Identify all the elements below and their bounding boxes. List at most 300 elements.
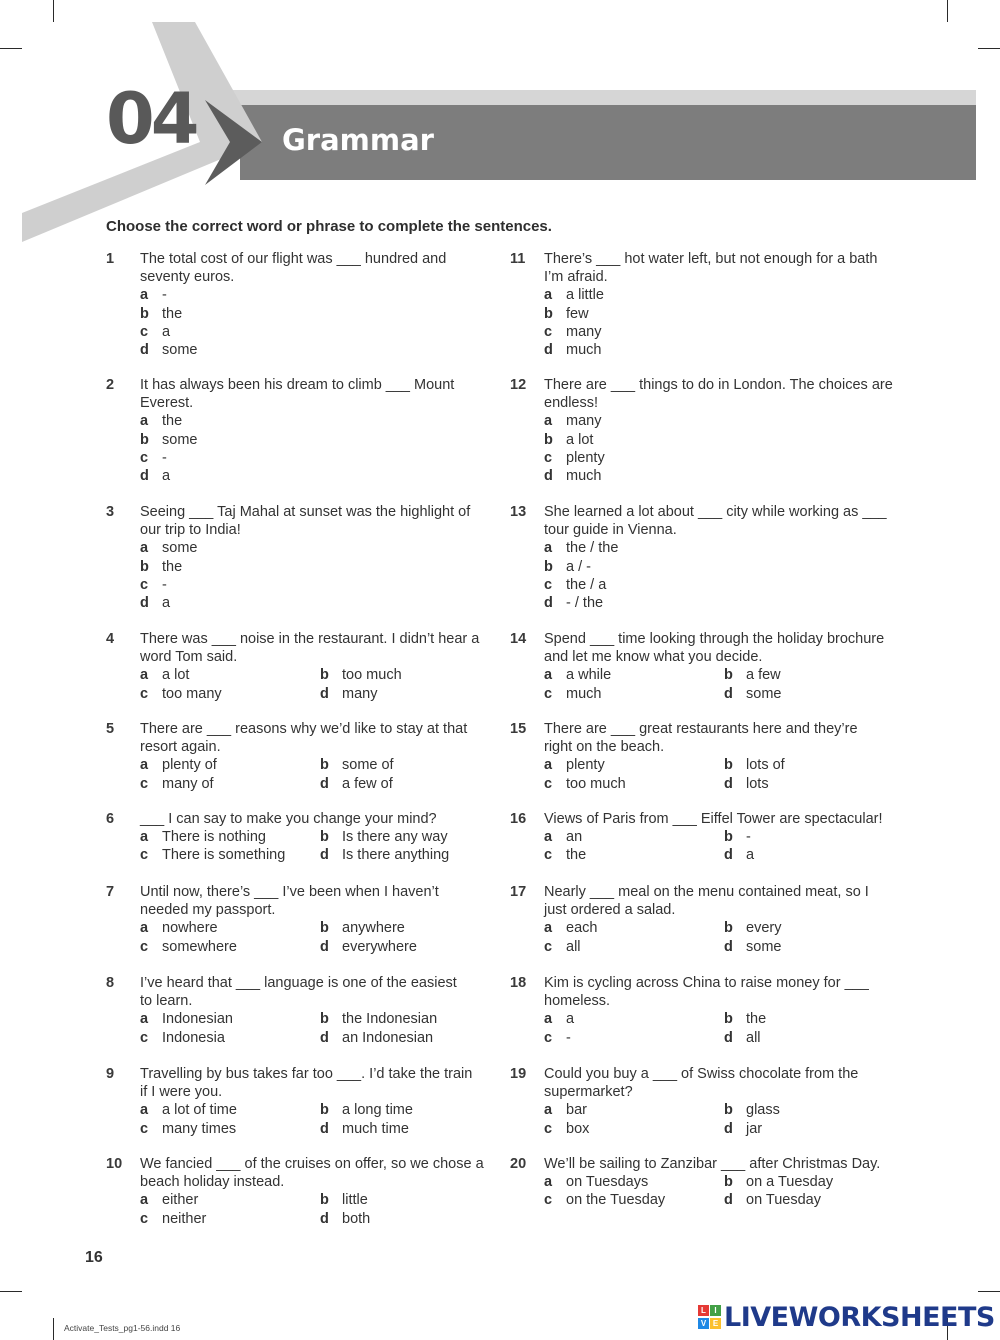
option-letter: b [724, 757, 733, 774]
option-letter: a [140, 829, 149, 846]
answer-option[interactable] [320, 756, 394, 774]
answer-option[interactable] [320, 828, 448, 846]
question-body [140, 376, 492, 485]
option-letter: a [140, 1011, 149, 1028]
question-text [544, 630, 896, 666]
question-number: 20 [510, 1156, 527, 1172]
option-row [140, 938, 492, 956]
question-item [106, 810, 492, 865]
option-letter: b [140, 305, 149, 322]
option-letter: c [544, 938, 553, 955]
answer-option[interactable] [320, 666, 402, 684]
question-line: right on the beach. [544, 739, 665, 756]
option-letter: d [320, 847, 329, 864]
answer-option[interactable] [544, 846, 586, 864]
option-text: an Indonesian [342, 1029, 434, 1046]
option-text: either [162, 1192, 199, 1209]
option-text: the / a [566, 576, 607, 593]
answer-option[interactable] [140, 756, 217, 774]
option-text: - / the [566, 594, 604, 611]
question-line: Until now, there’s ___ I’ve been when I haven’t [140, 884, 439, 900]
question-body [140, 883, 492, 956]
question-number: 2 [106, 377, 115, 393]
option-text: a [746, 847, 755, 864]
option-letter: b [140, 558, 149, 575]
question-line: Views of Paris from ___ Eiffel Tower are spectacular! [544, 811, 883, 827]
option-text: lots [746, 775, 769, 792]
option-text: little [342, 1192, 368, 1209]
question-number: 7 [106, 884, 115, 900]
answer-option[interactable] [140, 467, 492, 485]
instructions: Choose the correct word or phrase to complete the sentences. [106, 218, 552, 235]
option-text: anywhere [342, 920, 405, 937]
option-text: much [566, 685, 602, 702]
option-letter: a [544, 1102, 553, 1119]
option-letter: c [544, 449, 553, 466]
question-body [140, 720, 492, 793]
question-item [510, 250, 896, 359]
answer-option[interactable] [544, 1010, 574, 1028]
answer-option[interactable] [544, 1173, 648, 1191]
question-text [544, 883, 896, 919]
question-item [510, 883, 896, 956]
answer-option[interactable] [544, 305, 896, 323]
question-line: word Tom said. [140, 649, 238, 666]
option-text: on Tuesdays [566, 1174, 649, 1191]
answer-option[interactable] [544, 558, 896, 576]
option-text: on Tuesday [746, 1192, 821, 1209]
option-text: a little [566, 287, 604, 304]
question-item [510, 1065, 896, 1138]
answer-option[interactable] [320, 938, 417, 956]
answer-option[interactable] [140, 1191, 198, 1209]
option-text: Indonesian [162, 1011, 233, 1028]
answer-option[interactable] [140, 685, 222, 703]
option-text: many [566, 323, 602, 340]
answer-option[interactable] [140, 305, 492, 323]
question-text [140, 376, 492, 412]
answer-option[interactable] [544, 286, 896, 304]
question-text [544, 376, 896, 412]
answer-option[interactable] [724, 1173, 833, 1191]
answer-option[interactable] [140, 286, 492, 304]
question-item [106, 1065, 492, 1138]
option-text: much [566, 467, 602, 484]
question-item [510, 720, 896, 793]
crop-mark [978, 1291, 1000, 1292]
option-text: the Indonesian [342, 1011, 438, 1028]
question-line: resort again. [140, 739, 221, 756]
file-info: Activate_Tests_pg1-56.indd 16 [64, 1323, 181, 1333]
option-letter: c [140, 323, 149, 340]
option-row [140, 1210, 492, 1228]
crop-mark [53, 1318, 54, 1340]
option-text: an [566, 829, 583, 846]
option-row [544, 1029, 896, 1047]
option-letter: a [140, 667, 149, 684]
answer-option[interactable] [544, 1029, 571, 1047]
option-text: too much [342, 667, 402, 684]
option-text: a lot of time [162, 1102, 237, 1119]
answer-option[interactable] [724, 666, 781, 684]
answer-option[interactable] [544, 449, 896, 467]
question-item [106, 883, 492, 956]
option-letter: d [724, 1192, 733, 1209]
question-item [510, 810, 896, 865]
option-letter: b [724, 1011, 733, 1028]
answer-option[interactable] [140, 1101, 237, 1119]
option-text: a [162, 594, 171, 611]
option-letter: a [544, 667, 553, 684]
answer-option[interactable] [140, 775, 214, 793]
question-body [544, 974, 896, 1047]
option-letter: a [544, 287, 553, 304]
option-letter: d [320, 1029, 329, 1046]
question-text [140, 974, 492, 1010]
option-letter: a [140, 1102, 149, 1119]
option-text: many [566, 413, 602, 430]
option-letter: d [320, 685, 329, 702]
option-letter: c [544, 1192, 553, 1209]
answer-option[interactable] [140, 594, 492, 612]
answer-option[interactable] [140, 919, 218, 937]
question-text [140, 503, 492, 539]
option-letter: a [544, 413, 553, 430]
question-line: beach holiday instead. [140, 1174, 285, 1191]
option-text: plenty [566, 757, 605, 774]
answer-option[interactable] [544, 467, 896, 485]
question-line: She learned a lot about ___ city while working as ___ [544, 504, 887, 520]
option-letter: c [544, 323, 553, 340]
option-letter: d [544, 341, 553, 358]
answer-option[interactable] [140, 666, 189, 684]
question-body [544, 883, 896, 956]
option-text: the [566, 847, 587, 864]
option-letter: d [140, 341, 149, 358]
answer-option[interactable] [320, 1101, 413, 1119]
question-text [544, 974, 896, 1010]
option-text: all [746, 1029, 761, 1046]
answer-option[interactable] [140, 1010, 233, 1028]
question-body [140, 250, 492, 359]
answer-option[interactable] [320, 685, 377, 703]
answer-option[interactable] [544, 539, 896, 557]
answer-option[interactable] [140, 412, 492, 430]
answer-option[interactable] [724, 685, 781, 703]
question-body [544, 250, 896, 359]
answer-option[interactable] [544, 938, 581, 956]
answer-option[interactable] [544, 431, 896, 449]
question-item [106, 630, 492, 703]
option-text: the / the [566, 540, 619, 557]
option-row [544, 666, 896, 684]
answer-option[interactable] [320, 1210, 370, 1228]
page-number: 16 [85, 1249, 103, 1266]
question-line: The total cost of our flight was ___ hundred and [140, 251, 447, 267]
option-letter: a [544, 829, 553, 846]
brand-letter: E [710, 1318, 721, 1329]
question-line: Kim is cycling across China to raise money for ___ [544, 975, 869, 991]
question-text [140, 810, 492, 828]
option-text: much time [342, 1120, 409, 1137]
option-text: each [566, 920, 598, 937]
question-body [140, 974, 492, 1047]
option-letter: c [140, 449, 149, 466]
question-line: We’ll be sailing to Zanzibar ___ after Christmas Day. [544, 1156, 881, 1172]
option-text: somewhere [162, 938, 237, 955]
option-text: bar [566, 1102, 587, 1119]
answer-option[interactable] [320, 1120, 409, 1138]
option-letter: c [544, 576, 553, 593]
answer-option[interactable] [544, 1120, 589, 1138]
option-text: the [746, 1011, 767, 1028]
option-text: much [566, 341, 602, 358]
answer-option[interactable] [140, 323, 492, 341]
option-letter: d [544, 594, 553, 611]
answer-option[interactable] [140, 1210, 206, 1228]
answer-option[interactable] [724, 1101, 780, 1119]
question-number: 1 [106, 251, 115, 267]
option-row [544, 846, 896, 864]
question-body [544, 376, 896, 485]
answer-option[interactable] [140, 828, 266, 846]
answer-option[interactable] [140, 576, 492, 594]
question-number: 9 [106, 1066, 115, 1082]
question-line: ___ I can say to make you change your mind? [140, 811, 437, 827]
option-text: Is there anything [342, 847, 450, 864]
question-line: Everest. [140, 395, 194, 412]
answer-option[interactable] [724, 1120, 762, 1138]
option-letter: b [724, 1102, 733, 1119]
page-title: Grammar [282, 123, 434, 157]
option-text: all [566, 938, 581, 955]
question-line: just ordered a salad. [544, 902, 676, 919]
answer-option[interactable] [140, 431, 492, 449]
question-body [544, 1065, 896, 1138]
brand-letter: I [710, 1305, 721, 1316]
option-letter: c [544, 1120, 553, 1137]
option-letter: a [544, 1174, 553, 1191]
question-item [106, 974, 492, 1047]
answer-option[interactable] [724, 1191, 821, 1209]
answer-option[interactable] [140, 558, 492, 576]
question-line: There was ___ noise in the restaurant. I didn’t hear a [140, 631, 480, 647]
answer-option[interactable] [320, 846, 449, 864]
option-letter: b [320, 1011, 329, 1028]
option-letter: b [724, 1174, 733, 1191]
answer-option[interactable] [140, 341, 492, 359]
question-line: There are ___ great restaurants here and they’re [544, 721, 858, 737]
answer-option[interactable] [724, 775, 769, 793]
answer-option[interactable] [544, 1101, 587, 1119]
option-letter: a [544, 540, 553, 557]
option-letter: a [544, 1011, 553, 1028]
option-letter: c [544, 1029, 553, 1046]
question-number: 8 [106, 975, 115, 991]
answer-option[interactable] [544, 1191, 665, 1209]
answer-option[interactable] [544, 576, 896, 594]
option-letter: a [140, 413, 149, 430]
option-letter: c [544, 685, 553, 702]
answer-option[interactable] [544, 685, 601, 703]
option-row [140, 756, 492, 774]
answer-option[interactable] [320, 1191, 368, 1209]
option-letter: d [724, 1120, 733, 1137]
answer-option[interactable] [724, 846, 754, 864]
option-letter: c [140, 1029, 149, 1046]
option-text: Indonesia [162, 1029, 225, 1046]
option-letter: b [320, 757, 329, 774]
question-number: 5 [106, 721, 115, 737]
option-text: a while [566, 667, 612, 684]
option-letter: b [320, 920, 329, 937]
answer-option[interactable] [140, 938, 237, 956]
option-row [544, 1173, 896, 1191]
answer-option[interactable] [140, 1029, 225, 1047]
question-item [106, 376, 492, 485]
question-number: 6 [106, 811, 115, 827]
option-letter: d [320, 1120, 329, 1137]
option-letter: c [140, 685, 149, 702]
question-line: Seeing ___ Taj Mahal at sunset was the highlight of [140, 504, 471, 520]
question-number: 18 [510, 975, 527, 991]
option-letter: b [544, 558, 553, 575]
option-text: some [746, 685, 782, 702]
option-letter: b [320, 829, 329, 846]
answer-option[interactable] [544, 666, 611, 684]
option-row [140, 1010, 492, 1028]
option-text: a [566, 1011, 575, 1028]
question-body [140, 810, 492, 865]
question-body [544, 810, 896, 865]
option-row [140, 685, 492, 703]
answer-option[interactable] [544, 775, 626, 793]
question-number: 16 [510, 811, 527, 827]
option-text: a [162, 323, 171, 340]
option-letter: a [140, 757, 149, 774]
option-row [140, 775, 492, 793]
option-text: a lot [162, 667, 190, 684]
question-item [510, 974, 896, 1047]
option-text: some [162, 341, 198, 358]
option-row [140, 828, 492, 846]
option-text: - [746, 829, 751, 846]
answer-option[interactable] [724, 919, 781, 937]
answer-option[interactable] [544, 412, 896, 430]
option-letter: d [724, 1029, 733, 1046]
option-text: nowhere [162, 920, 218, 937]
question-text [544, 250, 896, 286]
answer-option[interactable] [544, 323, 896, 341]
question-text [544, 810, 896, 828]
answer-option[interactable] [724, 1029, 761, 1047]
option-text: a / - [566, 558, 591, 575]
option-letter: a [140, 287, 149, 304]
option-row [544, 1101, 896, 1119]
answer-option[interactable] [544, 341, 896, 359]
question-line: tour guide in Vienna. [544, 522, 677, 539]
option-text: some [746, 938, 782, 955]
header-top-strip [210, 90, 976, 105]
option-row [140, 1191, 492, 1209]
answer-option[interactable] [140, 449, 492, 467]
question-number: 4 [106, 631, 115, 647]
option-letter: d [724, 938, 733, 955]
answer-option[interactable] [320, 1029, 433, 1047]
option-row [544, 828, 896, 846]
question-text [140, 250, 492, 286]
option-row [544, 938, 896, 956]
option-row [544, 1191, 896, 1209]
answer-option[interactable] [544, 828, 582, 846]
answer-option[interactable] [724, 756, 785, 774]
option-letter: a [544, 920, 553, 937]
option-text: There is nothing [162, 829, 266, 846]
answer-option[interactable] [140, 539, 492, 557]
option-text: a long time [342, 1102, 413, 1119]
option-letter: c [544, 847, 553, 864]
question-line: There’s ___ hot water left, but not enough for a bath [544, 251, 878, 267]
option-text: a lot [566, 431, 594, 448]
answer-option[interactable] [724, 938, 781, 956]
question-number: 19 [510, 1066, 527, 1082]
option-row [544, 919, 896, 937]
option-letter: a [140, 920, 149, 937]
option-letter: d [320, 775, 329, 792]
option-text: - [162, 449, 167, 466]
question-item [510, 503, 896, 612]
question-line: to learn. [140, 993, 193, 1010]
option-row [544, 775, 896, 793]
question-number: 3 [106, 504, 115, 520]
answer-option[interactable] [320, 919, 405, 937]
option-letter: b [724, 829, 733, 846]
option-text: a [162, 467, 171, 484]
answer-option[interactable] [544, 756, 605, 774]
option-text: Is there any way [342, 829, 448, 846]
question-line: Could you buy a ___ of Swiss chocolate from the [544, 1066, 859, 1082]
question-text [544, 1155, 896, 1173]
option-letter: d [140, 467, 149, 484]
answer-option[interactable] [724, 1010, 766, 1028]
option-text: too many [162, 685, 222, 702]
brand-letter: L [698, 1305, 709, 1316]
question-line: and let me know what you decide. [544, 649, 763, 666]
option-letter: a [544, 757, 553, 774]
option-letter: d [544, 467, 553, 484]
option-text: a few of [342, 775, 393, 792]
answer-option[interactable] [544, 919, 597, 937]
option-row [140, 919, 492, 937]
question-body [544, 630, 896, 703]
answer-option[interactable] [140, 1120, 236, 1138]
option-text: jar [746, 1120, 763, 1137]
answer-option[interactable] [544, 594, 896, 612]
answer-option[interactable] [724, 828, 751, 846]
question-number: 17 [510, 884, 527, 900]
question-line: our trip to India! [140, 522, 241, 539]
answer-option[interactable] [320, 775, 393, 793]
option-letter: b [724, 920, 733, 937]
question-number: 12 [510, 377, 527, 393]
option-letter: b [320, 667, 329, 684]
question-item [510, 630, 896, 703]
option-letter: b [320, 1102, 329, 1119]
answer-option[interactable] [320, 1010, 437, 1028]
question-line: seventy euros. [140, 269, 235, 286]
option-text: plenty of [162, 757, 217, 774]
answer-option[interactable] [140, 846, 285, 864]
